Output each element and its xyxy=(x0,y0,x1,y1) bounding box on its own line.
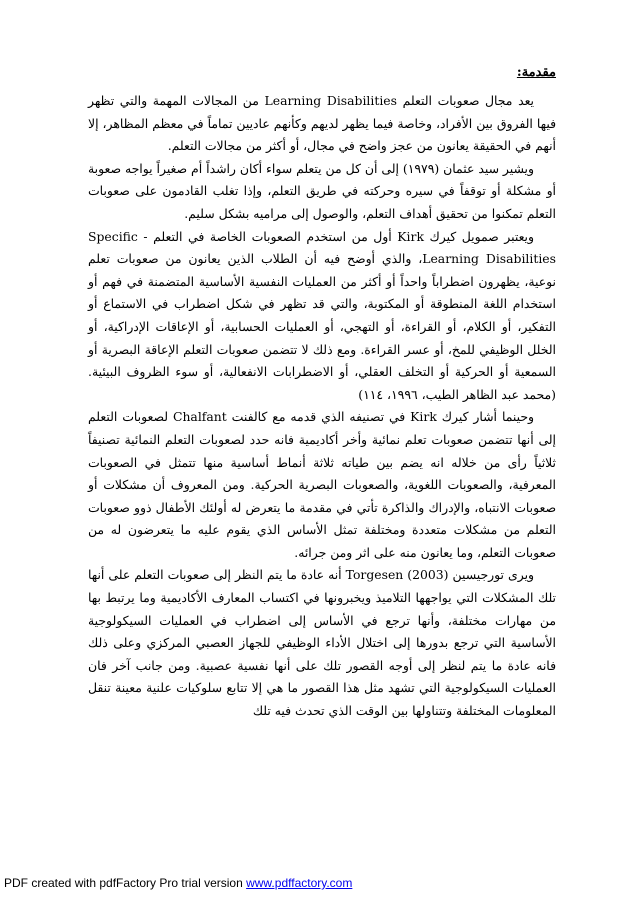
paragraph-torgesen: ويرى تورجيسين Torgesen (2003) أنه عادة ما يتم النظر إلى صعوبات التعلم على أنها تلك المشكلات التي يواجهها التلاميذ ويخبرونها في اكتساب المعارف الأكاديمية وما يرتبط بها من مهارات مختلفة، وأنها ترجع في الأساس إلى اضطراب في العمليات السيكولوجية الأساسية التي ترجع بدورها إلى اختلال الأداء الوظيفي للجهاز العصبي المركزي وعلى ذلك فانه عادة ما يتم لنظر إلى أوجه القصور تلك على أنها نفسية عصبية. ومن جانب آخر فان العمليات السيكولوجية التي تشهد مثل هذا القصور ما هي إلا تتابع سلوكيات علنية معينة تنقل المعلومات المختلفة وتتناولها بين الوقت الذي تحدث فيه تلك xyxy=(88,567,556,719)
section-heading: مقدمة: xyxy=(516,65,556,80)
paragraph-othman: ويشير سيد عثمان (١٩٧٩) إلى أن كل من يتعلم سواء أكان راشداً أم صغيراً يواجه صعوبة أو مشكلة أو توقفاً في سيره وحركته في طريق التعلم، وإذا تغلب القادمون على صعوبات التعلم تمكنوا من تحقيق أهداف التعلم، والوصول إلى مراميه بشكل سليم. xyxy=(88,160,556,221)
footer-link[interactable]: www.pdffactory.com xyxy=(246,876,353,890)
footer-text: PDF created with pdfFactory Pro trial version xyxy=(4,876,247,890)
document-page xyxy=(88,62,556,723)
pdf-watermark-footer xyxy=(4,876,352,890)
paragraph-kirk-definition: ويعتبر صمويل كيرك Kirk أول من استخدم الصعوبات الخاصة في التعلم - Specific Learning Disabilities، والذي أوضح فيه أن الطلاب الذين يعانون من صعوبات تعلم نوعية، يظهرون اضطراباً واحداً أو أكثر من العمليات النفسية الأساسية المتضمنة في فهم أو استخدام اللغة المنطوقة أو المكتوبة، والتي قد تظهر في شكل اضطراب في الاستماع أو التفكير، أو الكلام، أو القراءة، أو التهجي، أو العمليات الحسابية، أو الإعاقات الإدراكية، أو الخلل الوظيفي للمخ، أو عسر القراءة. ومع ذلك لا تتضمن صعوبات التعلم الإعاقة البصرية أو السمعية أو الحركية أو التخلف العقلي، أو الاضطرابات الانفعالية، أو سوء الظروف البيئية. (محمد عبد الظاهر الطيب، ١٩٩٦، ١١٤) xyxy=(88,228,556,402)
paragraph-kirk-chalfant: وحينما أشار كيرك Kirk في تصنيفه الذي قدمه مع كالفنت Chalfant لصعوبات التعلم إلى أنها تتضمن صعوبات تعلم نمائية وأخر أكاديمية فانه حدد لصعوبات التعلم النمائية تصنيفاً ثلاثياً رأى من خلاله انه يضم بين طياته ثلاثة أنماط أساسية منها تتمثل في الصعوبات المعرفية، والصعوبات اللغوية، والصعوبات البصرية الحركية. ومن المعروف أن مشكلات أو صعوبات الانتباه، والإدراك والذاكرة تأتي في مقدمة ما يتعرض له أولئك الأطفال ذوو صعوبات التعلم من مشكلات متعددة ومختلفة تمثل الأساس الذي يقوم عليه ما يتعرضون له من صعوبات التعلم، وما يعانون منه على اثر ومن جرائه. xyxy=(88,409,556,560)
paragraph-introduction: يعد مجال صعوبات التعلم Learning Disabilities من المجالات المهمة والتي تظهر فيها الفروق بين الأفراد، وخاصة فيما يظهر لديهم وكأنهم عاديين تماماً في معظم المظاهر، إلا أنهم في الحقيقة يعانون من عجز واضح في مجال، أو أكثر من مجالات التعلم. xyxy=(88,93,556,154)
